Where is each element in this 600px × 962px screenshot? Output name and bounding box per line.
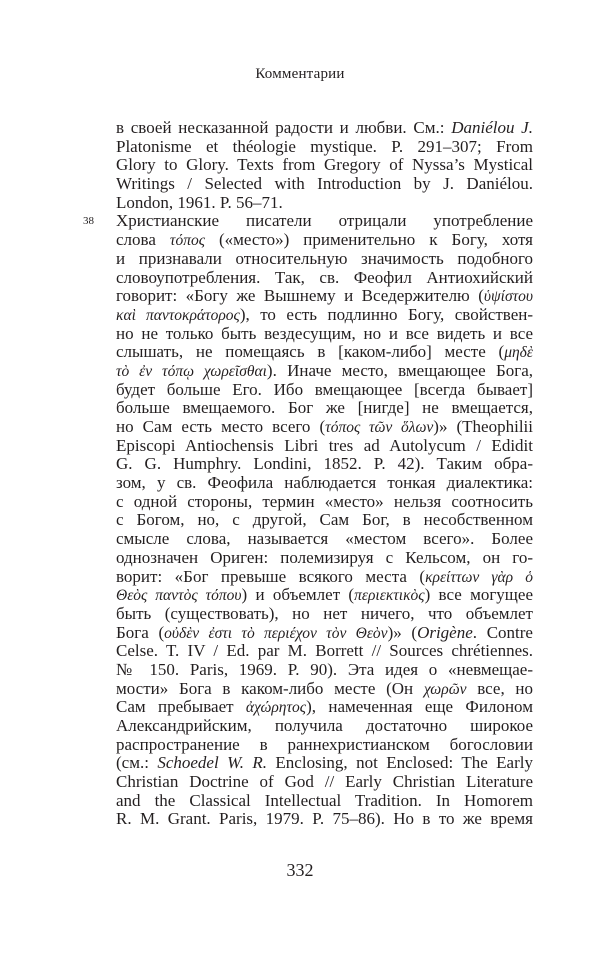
text-segment: . Contre: [472, 622, 533, 642]
greek-term: τόπος: [169, 232, 205, 250]
text-segment: но Сам есть место всего (: [116, 417, 326, 436]
greek-term: οὐδὲν ἐστι τὸ περιέχον τὸν Θεὸν: [164, 624, 388, 642]
text-segment: Platonisme et théologie mystique. P. 291–307; From: [116, 136, 533, 156]
text-line: [116, 568, 533, 587]
text-line: [116, 530, 533, 549]
text-line: [116, 698, 533, 717]
greek-term: κρείττων γὰρ ὁ: [425, 568, 533, 586]
text-segment: Christian Doctrine of God // Early Christian Literature: [116, 772, 533, 792]
text-line: [116, 306, 533, 325]
text-line: [116, 212, 533, 231]
text-segment: но не только быть вездесущим, но и все видеть и все: [116, 323, 533, 343]
text-line: [116, 736, 533, 755]
text-segment: больше вмещаемого. Бог же [нигде] не вмещается,: [116, 398, 533, 418]
text-line: [116, 287, 533, 306]
text-line: [116, 511, 533, 530]
greek-term: μηδὲ: [504, 344, 533, 362]
text-segment: с Богом, но, с другой, Сам Бог, в несобственном: [116, 510, 533, 530]
text-line: [116, 175, 533, 194]
text-line: [116, 624, 533, 643]
greek-term: ὑψίστου: [483, 288, 533, 306]
text-line: [116, 642, 533, 661]
text-segment: ) и объемлет (: [241, 585, 355, 605]
text-line: [116, 269, 533, 288]
text-segment: все, но: [466, 678, 533, 698]
text-line: [116, 325, 533, 344]
text-line: [116, 437, 533, 456]
greek-term: χωρῶν: [423, 680, 467, 698]
page-number: 332: [286, 860, 314, 880]
text-line: [116, 343, 533, 362]
text-line: [116, 231, 533, 250]
text-segment: говорит: «Богу же Вышнему и Вседержителю (: [116, 286, 484, 306]
text-segment: в своей несказанной радости и любви. См.:: [116, 118, 452, 137]
text-segment: London, 1961. P. 56–71.: [116, 192, 283, 212]
text-segment: ворит: «Бог превыше всякого места (: [116, 566, 426, 586]
text-segment: Episcopi Antiochensis Libri tres ad Autolycum / Edidit: [116, 435, 533, 455]
text-segment: распространение в раннехристианском богословии: [116, 734, 533, 754]
text-segment: Сам пребывает: [116, 697, 246, 717]
text-segment: Celse. T. IV / Ed. par M. Borrett // Sources chrétiennes.: [116, 641, 533, 661]
greek-term: ἀχώρητος: [245, 699, 307, 717]
running-header: Комментарии: [255, 66, 345, 82]
text-line: [116, 418, 533, 437]
text-line: [116, 250, 533, 269]
text-line: [116, 754, 533, 773]
text-line: [116, 773, 533, 792]
text-line: [116, 138, 533, 157]
text-line: [116, 119, 533, 138]
text-line: [116, 792, 533, 811]
author-name: Origène: [417, 622, 473, 642]
text-line: [116, 810, 533, 829]
text-segment: R. M. Grant. Paris, 1979. P. 75–86). Но в то же время: [116, 809, 533, 829]
text-segment: зом, у св. Феофила наблюдается тонкая диалектика:: [116, 473, 533, 493]
text-segment: ). Иначе место, вмещающее Бога,: [266, 360, 533, 380]
text-segment: Enclosing, not Enclosed: The Early: [267, 753, 533, 773]
text-line: [116, 661, 533, 680]
text-segment: Александрийским, получила достаточно широкое: [116, 716, 533, 735]
commentary-text: [116, 119, 533, 829]
text-line: [116, 362, 533, 381]
text-line: [116, 381, 533, 400]
text-line: [116, 680, 533, 699]
text-segment: и признавали относительную значимость подобного: [116, 248, 533, 268]
text-segment: Бога (: [116, 622, 165, 642]
text-line: [116, 474, 533, 493]
text-segment: мости» Бога в каком-либо месте (Он: [116, 678, 424, 698]
text-segment: (см.:: [116, 753, 158, 773]
text-segment: )» (: [387, 622, 418, 642]
author-name: Daniélou J.: [451, 118, 533, 137]
text-line: [116, 194, 533, 213]
text-segment: смысле слова, называется «местом всего». Более: [116, 529, 533, 549]
text-segment: )» (Theophilii: [433, 417, 533, 436]
text-line: [116, 717, 533, 736]
text-segment: ), намеченная еще Филоном: [306, 697, 533, 717]
text-line: [116, 156, 533, 175]
greek-term: τόπος τῶν ὅλων: [325, 419, 434, 436]
text-line: [116, 586, 533, 605]
note-number: 38: [83, 215, 94, 227]
text-segment: слова: [116, 230, 170, 250]
text-segment: № 150. Paris, 1969. P. 90). Эта идея о «невмещае-: [116, 659, 533, 679]
text-segment: однозначен Ориген: полемизируя с Кельсом, он го-: [116, 547, 533, 567]
text-segment: («место») применительно к Богу, хотя: [205, 230, 533, 250]
text-segment: Христианские писатели отрицали употребление: [116, 211, 533, 231]
text-segment: Writings / Selected with Introduction by J. Daniélou.: [116, 174, 533, 194]
text-line: [116, 455, 533, 474]
text-segment: Glory to Glory. Texts from Gregory of Nyssa’s Mystical: [116, 155, 533, 175]
text-segment: ) все могущее: [424, 585, 533, 605]
text-line: [116, 399, 533, 418]
text-segment: словоупотребления. Так, св. Феофил Антиохийский: [116, 267, 533, 287]
text-segment: слышать, не помещаясь в [каком-либо] месте (: [116, 342, 505, 362]
greek-term: καὶ παντοκράτορος: [116, 306, 240, 324]
text-segment: G. G. Humphry. Londini, 1852. P. 42). Таким обра-: [116, 454, 533, 474]
text-line: [116, 493, 533, 512]
text-segment: ), то есть подлинно Богу, свойствен-: [239, 304, 533, 324]
text-line: [116, 605, 533, 624]
author-name: Schoedel W. R.: [157, 753, 268, 773]
greek-term: περιεκτικὸς: [354, 587, 425, 605]
text-segment: and the Classical Intellectual Tradition. In Homorem: [116, 790, 533, 810]
greek-term: τὸ ἐν τόπῳ χωρεῖσθαι: [116, 362, 267, 380]
text-segment: быть (существовать), но нет ничего, что объемлет: [116, 603, 533, 623]
text-segment: с одной стороны, термин «место» нельзя соотносить: [116, 491, 533, 511]
text-line: [116, 549, 533, 568]
greek-term: Θεὸς παντὸς τόπου: [116, 587, 242, 605]
text-segment: будет больше Его. Ибо вмещающее [всегда бывает]: [116, 379, 533, 399]
